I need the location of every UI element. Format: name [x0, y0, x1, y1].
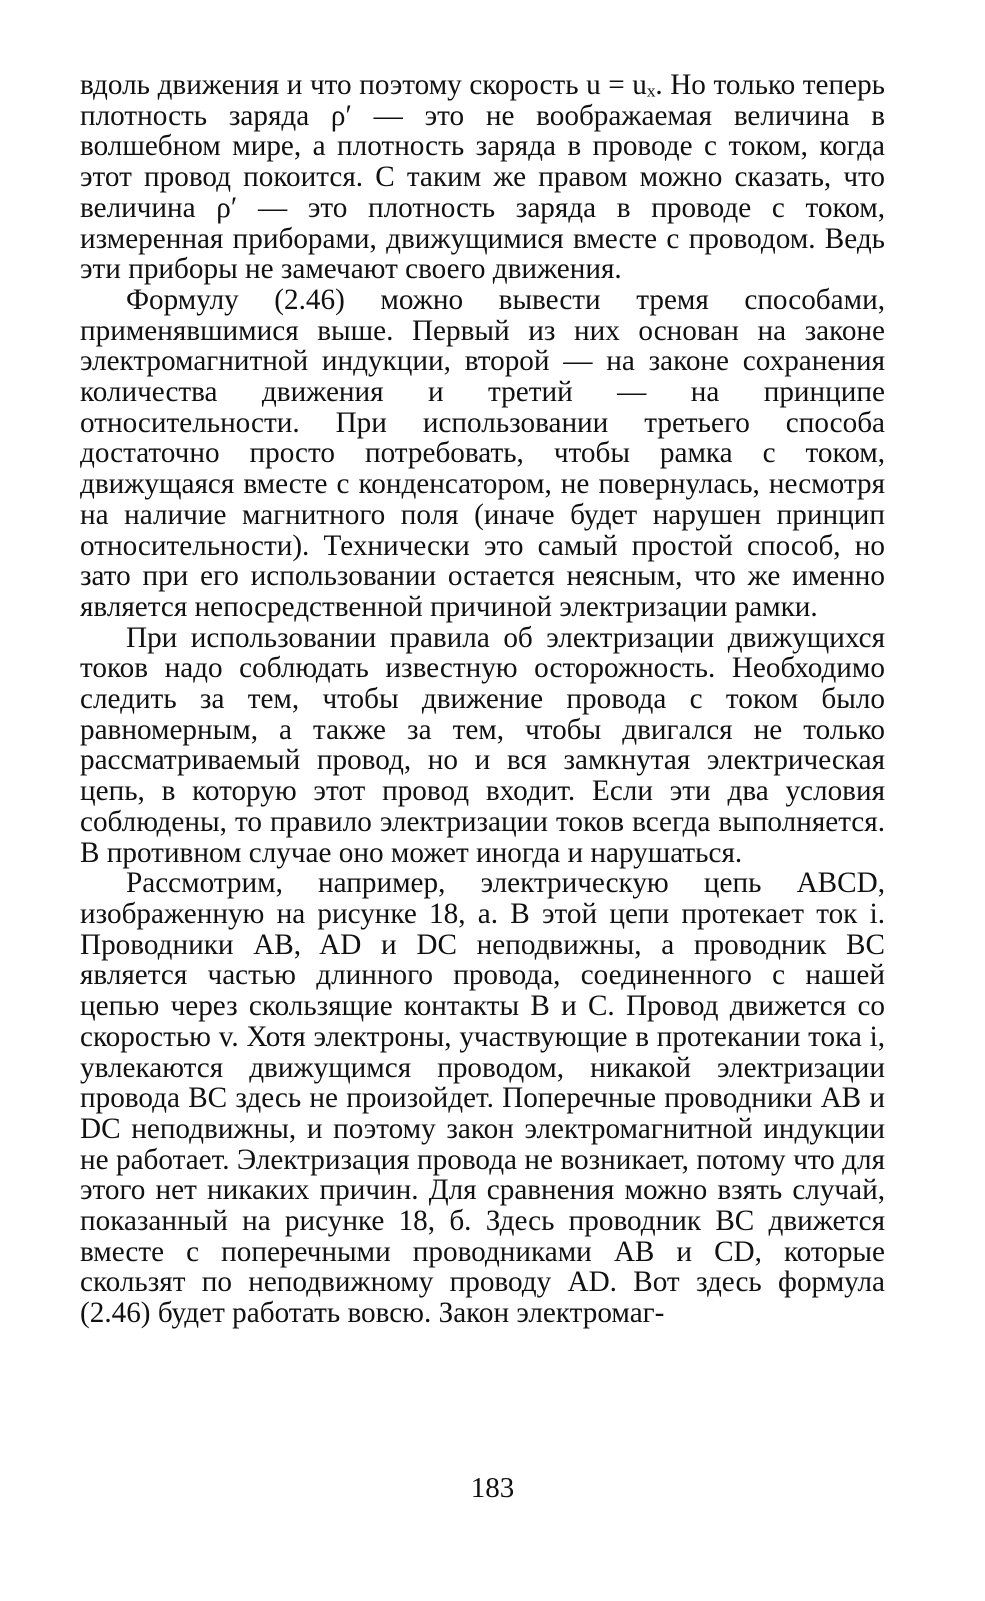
paragraph-1: вдоль движения и что поэтому скорость u = uₓ. Но только теперь плотность заряда ρ′ — это не воображаемая величина в волшебном мире, а плотность заряда в проводе с током, когда этот провод покоится. С таким же правом можно сказать, что величина ρ′ — это плотность заряда в проводе с током, измеренная приборами, движущимися вместе с проводом. Ведь эти приборы не замечают своего движения.: [80, 69, 885, 286]
paragraph-4: Рассмотрим, например, электрическую цепь ABCD, изображенную на рисунке 18, а. В этой цепи протекает ток i. Проводники AB, AD и DC неподвижны, а проводник BC является частью длинного провода, соединенного с нашей цепью через скользящие контакты B и C. Провод движется со скоростью v. Хотя электроны, участвующие в протекании тока i, увлекаются движущимся проводом, никакой электризации провода BC здесь не произойдет. Поперечные проводники AB и DC неподвижны, и поэтому закон электромагнитной индукции не работает. Электризация провода не возникает, потому что для этого нет никаких причин. Для сравнения можно взять случай, показанный на рисунке 18, б. Здесь проводник BC движется вместе с поперечными проводниками AB и CD, которые скользят по неподвижному проводу AD. Вот здесь формула (2.46) будет работать вовсю. Закон электромаг-: [80, 867, 885, 1330]
page-text: [80, 70, 885, 1329]
paragraph-2: Формулу (2.46) можно вывести тремя способами, применявшимися выше. Первый из них основан на законе электромагнитной индукции, второй — на законе сохранения количества движения и третий — на принципе относительности. При использовании третьего способа достаточно просто потребовать, чтобы рамка с током, движущаяся вместе с конденсатором, не повернулась, несмотря на наличие магнитного поля (иначе будет нарушен принцип относительности). Технически это самый простой способ, но зато при его использовании остается неясным, что же именно является непосредственной причиной электризации рамки.: [80, 283, 885, 623]
page-number: 183: [470, 1472, 515, 1504]
paragraph-3: При использовании правила об электризации движущихся токов надо соблюдать известную осторожность. Необходимо следить за тем, чтобы движение провода с током было равномерным, а также за тем, чтобы двигался не только рассматриваемый провод, но и вся замкнутая электрическая цепь, в которую этот провод входит. Если эти два условия соблюдены, то правило электризации токов всегда выполняется. В противном случае оно может иногда и нарушаться.: [80, 621, 885, 869]
